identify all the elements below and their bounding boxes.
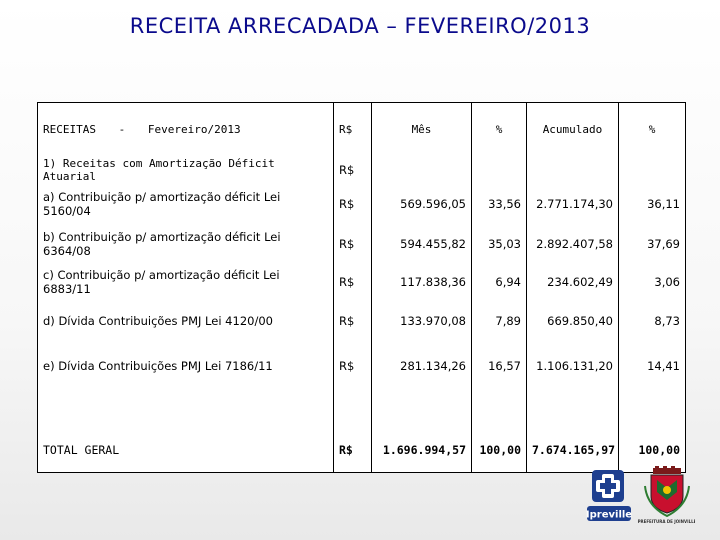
row-accum-value: 1.106.131,20 — [527, 341, 619, 391]
ipreville-brand: Ipreville — [585, 509, 633, 521]
table-row — [38, 263, 686, 301]
empty-row — [38, 391, 686, 429]
row-currency: R$ — [334, 225, 372, 263]
row-month-pct: 7,89 — [472, 301, 527, 341]
row-accum-pct: 37,69 — [619, 225, 686, 263]
header-pct-accumulated: % — [619, 103, 686, 157]
section-row — [38, 157, 686, 183]
row-month-value: 281.134,26 — [372, 341, 472, 391]
row-accum-pct: 14,41 — [619, 341, 686, 391]
section-label: 1) Receitas com Amortização Déficit Atuarial — [38, 157, 334, 183]
row-currency: R$ — [334, 183, 372, 225]
table-row — [38, 301, 686, 341]
table-header-row — [38, 103, 686, 157]
row-currency: R$ — [334, 341, 372, 391]
crest-caption: PREFEITURA DE JOINVILLE — [637, 519, 695, 524]
row-month-value: 569.596,05 — [372, 183, 472, 225]
ipreville-cross-icon — [592, 470, 624, 502]
revenue-table — [37, 102, 686, 473]
total-month-value: 1.696.994,57 — [372, 429, 472, 473]
table-row — [38, 341, 686, 391]
header-receitas — [38, 103, 334, 157]
row-label: b) Contribuição p/ amortização déficit Lei 6364/08 — [38, 225, 334, 263]
row-accum-value: 2.771.174,30 — [527, 183, 619, 225]
row-accum-value: 234.602,49 — [527, 263, 619, 301]
row-month-value: 117.838,36 — [372, 263, 472, 301]
header-receitas-label: RECEITAS — [43, 123, 96, 137]
row-label: d) Dívida Contribuições PMJ Lei 4120/00 — [38, 301, 334, 341]
header-month: Mês — [372, 103, 472, 157]
total-accum-value: 7.674.165,97 — [527, 429, 619, 473]
total-label: TOTAL GERAL — [38, 429, 334, 473]
header-currency: R$ — [334, 103, 372, 157]
section-currency: R$ — [334, 157, 372, 183]
table-row — [38, 225, 686, 263]
total-currency: R$ — [334, 429, 372, 473]
row-month-pct: 16,57 — [472, 341, 527, 391]
row-accum-value: 669.850,40 — [527, 301, 619, 341]
header-period: Fevereiro/2013 — [147, 123, 241, 137]
row-label: a) Contribuição p/ amortização déficit Lei 5160/04 — [38, 183, 334, 225]
row-month-pct: 6,94 — [472, 263, 527, 301]
row-accum-pct: 3,06 — [619, 263, 686, 301]
row-month-value: 133.970,08 — [372, 301, 472, 341]
table-row — [38, 183, 686, 225]
row-label: c) Contribuição p/ amortização déficit Lei 6883/11 — [38, 263, 334, 301]
row-currency: R$ — [334, 263, 372, 301]
header-separator: - — [118, 123, 126, 137]
row-month-pct: 33,56 — [472, 183, 527, 225]
row-accum-pct: 8,73 — [619, 301, 686, 341]
joinville-crest-icon — [645, 466, 689, 516]
row-label: e) Dívida Contribuições PMJ Lei 7186/11 — [38, 341, 334, 391]
ipreville-logo — [585, 466, 695, 526]
header-accumulated: Acumulado — [527, 103, 619, 157]
row-month-value: 594.455,82 — [372, 225, 472, 263]
header-pct-month: % — [472, 103, 527, 157]
logos — [585, 466, 695, 526]
row-currency: R$ — [334, 301, 372, 341]
row-accum-value: 2.892.407,58 — [527, 225, 619, 263]
total-month-pct: 100,00 — [472, 429, 527, 473]
row-accum-pct: 36,11 — [619, 183, 686, 225]
page-title: RECEITA ARRECADADA – FEVEREIRO/2013 — [129, 14, 591, 38]
row-month-pct: 35,03 — [472, 225, 527, 263]
total-accum-pct: 100,00 — [619, 429, 686, 473]
